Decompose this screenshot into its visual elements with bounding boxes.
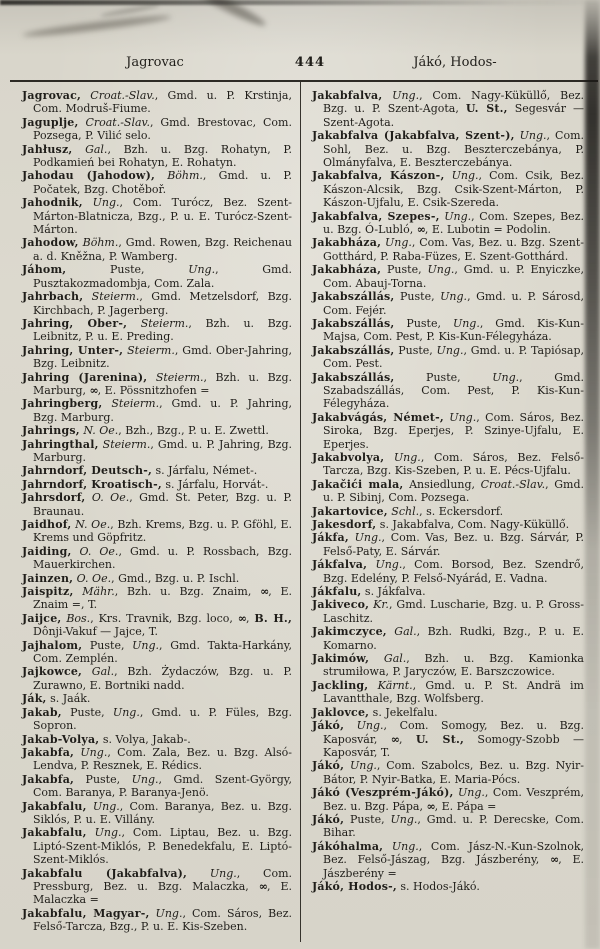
entry-name: Jahring (Jarenina), bbox=[22, 370, 148, 384]
entry-name: Jákfa, bbox=[312, 531, 349, 545]
region-tag: Croat.-Slav. bbox=[81, 89, 155, 102]
gazetteer-entry: Jahringthal, Steierm., Gmd. u. P. Jahring, Bzg. Marburg. bbox=[22, 437, 292, 464]
gazetteer-entry: Jaklovce, s. Jekelfalu. bbox=[312, 705, 438, 719]
entry-name: Jakiveco, bbox=[312, 598, 370, 612]
entry-name: U. St., bbox=[465, 102, 508, 116]
region-tag: Böhm. bbox=[78, 236, 119, 250]
entry-name: Jakabszállás, bbox=[312, 370, 395, 384]
region-tag: Steierm. bbox=[123, 343, 175, 357]
telegraph-icon: ∞ bbox=[89, 383, 98, 397]
region-tag: Ung. bbox=[149, 906, 183, 920]
region-tag: Ung. bbox=[439, 209, 472, 223]
header-right-keyword: Jákó, Hodos- bbox=[413, 55, 497, 70]
region-tag: O. Oe. bbox=[73, 571, 112, 585]
entry-name: Ják, bbox=[22, 692, 47, 706]
gazetteer-entry: Jakabfalva, Szepes-, Ung., Com. Szepes, Bez. u. Bzg. Ó-Lubló, ∞, E. Lubotin = Podolin. bbox=[312, 209, 584, 237]
region-tag: Ung. bbox=[132, 638, 160, 652]
gazetteer-entry: Jákfalva, Ung., Com. Borsod, Bez. Szendrő, Bzg. Edelény, P. Felső-Nyárád, E. Vadna. bbox=[312, 558, 585, 585]
entry-name: Jákó, Hodos-, bbox=[312, 879, 397, 893]
entry-name: B. H., bbox=[254, 611, 292, 625]
region-tag: Gal. bbox=[72, 142, 108, 156]
region-tag: Ung. bbox=[344, 719, 384, 733]
entry-name: Jainzen, bbox=[22, 571, 74, 585]
gazetteer-entry: Jakab, Puste, Ung., Gmd. u. P. Füles, Bzg. Sopron. bbox=[22, 705, 292, 733]
region-tag: Ung. bbox=[86, 799, 120, 813]
entry-name: Jákfalva, bbox=[312, 558, 368, 572]
region-tag: Ung. bbox=[382, 89, 420, 102]
entry-name: Jakabszállás, bbox=[312, 316, 395, 330]
region-tag: Ung. bbox=[452, 316, 480, 330]
entry-name: Jakabfalu, Magyar-, bbox=[22, 906, 150, 920]
gazetteer-entry: Jakabfalva, Ung., Com. Nagy-Küküllő, Bez. Bzg. u. P. Szent-Agota, U. St., Segesvár — Szent-Agota. bbox=[312, 89, 584, 129]
entry-name: Jákó, bbox=[312, 812, 345, 826]
entry-name: Jajkowce, bbox=[22, 665, 83, 679]
region-tag: Ung. bbox=[381, 236, 412, 250]
region-tag: Ung. bbox=[82, 196, 120, 210]
gazetteer-entry: Jackling, Kärnt., Gmd. u. P. St. Andrä im Lavantthale, Bzg. Wolfsberg. bbox=[312, 678, 584, 706]
entry-name: Jaklovce, bbox=[312, 705, 370, 719]
gazetteer-entry: Jakabfalu, Ung., Com. Liptau, Bez. u. Bzg. Liptó-Szent-Miklós, P. Benedekfalu, E. Liptó-Szent-Miklós. bbox=[22, 826, 292, 867]
gazetteer-entry: Jákó, Hodos-, s. Hodos-Jákó. bbox=[312, 879, 480, 893]
gazetteer-entry: Jakabszállás, Puste, Ung., Gmd. u. P. Tapiósap, Com. Pest. bbox=[312, 343, 584, 371]
gazetteer-entry: Jakab-Volya, s. Volya, Jakab-. bbox=[22, 732, 191, 746]
region-tag: O. Oe. bbox=[71, 544, 119, 558]
entry-name: Jakabfalva, bbox=[312, 89, 383, 102]
region-tag: Steierm. bbox=[127, 316, 189, 330]
region-tag: Ung. bbox=[443, 410, 477, 424]
entry-name: Jakesdorf, bbox=[312, 518, 377, 531]
gazetteer-entry: Jakabfalu, Ung., Com. Baranya, Bez. u. Bzg. Siklós, P. u. E. Villány. bbox=[22, 799, 293, 826]
gazetteer-entry: Jakačići mala, Ansiedlung, Croat.-Slav., Gmd. u. P. Sibinj, Com. Pozsega. bbox=[312, 477, 584, 505]
scan-edge-shadow-top bbox=[0, 0, 600, 5]
region-tag: Gal. bbox=[82, 665, 115, 679]
left-column bbox=[0, 82, 300, 942]
entry-name: Jakabháza, bbox=[312, 236, 382, 250]
entry-name: Jackling, bbox=[312, 678, 369, 692]
gazetteer-entry: Jakimów, Gal., Bzh. u. Bzg. Kamionka strumiłowa, P. Jaryczów, E. Barszczowice. bbox=[312, 652, 584, 679]
region-tag: Schl. bbox=[387, 504, 420, 518]
entry-name: Jakabvágás, Német-, bbox=[312, 410, 444, 424]
entry-name: Jahringberg, bbox=[22, 397, 103, 411]
gazetteer-entry: Jakartovice, Schl., s. Eckersdorf. bbox=[312, 504, 504, 518]
gazetteer-entry: Jákó, Ung., Com. Somogy, Bez. u. Bzg. Kaposvár, ∞, U. St., Somogy-Szobb — Kaposvár, T. bbox=[312, 719, 584, 759]
gazetteer-entry: Jainzen, O. Oe., Gmd., Bzg. u. P. Ischl. bbox=[22, 571, 240, 585]
entry-name: Jakartovice, bbox=[312, 504, 388, 518]
gazetteer-entry: Jajkowce, Gal., Bzh. Żydaczów, Bzg. u. P. Zurawno, E. Bortniki nadd. bbox=[22, 665, 292, 692]
region-tag: Ung. bbox=[440, 290, 468, 304]
gazetteer-entry: Jakabvágás, Német-, Ung., Com. Sáros, Bez. Siroka, Bzg. Eperjes, P. Szinye-Ujfalu, E. Eperjes. bbox=[312, 410, 584, 451]
gazetteer-entry: Jahrndorf, Deutsch-, s. Járfalu, Német-. bbox=[22, 464, 258, 478]
gazetteer-entry: Jakimczyce, Gal., Bzh. Rudki, Bzg., P. u. E. Komarno. bbox=[312, 625, 584, 652]
entry-name: Jakabfalva (Jakabfalva, Szent-), bbox=[312, 129, 515, 143]
region-tag: Ung. bbox=[348, 531, 382, 545]
region-tag: Ung. bbox=[427, 263, 455, 277]
gazetteer-entry: Jakiveco, Kr., Gmd. Luscharie, Bzg. u. P. Gross-Laschitz. bbox=[312, 598, 584, 625]
entry-name: Jaijce, bbox=[22, 611, 62, 625]
region-tag: Steierm. bbox=[147, 370, 204, 384]
telegraph-icon: ∞ bbox=[416, 223, 425, 237]
running-head bbox=[10, 0, 590, 77]
gazetteer-entry: Jaguplje, Croat.-Slav., Gmd. Brestovac, Com. Pozsega, P. Vilić selo. bbox=[22, 115, 292, 143]
region-tag: Ung. bbox=[444, 169, 479, 183]
region-tag: Ung. bbox=[188, 263, 216, 277]
entry-name: Jahrndorf, Kroatisch-, bbox=[22, 477, 162, 491]
region-tag: Gal. bbox=[369, 652, 407, 666]
gazetteer-entry: Jakabháza, Ung., Com. Vas, Bez. u. Bzg. Szent-Gotthárd, P. Raba-Füzes, E. Szent-Gotthárd. bbox=[312, 236, 584, 263]
gazetteer-entry: Jahłusz, Gal., Bzh. u. Bzg. Rohatyn, P. Podkamień bei Rohatyn, E. Rohatyn. bbox=[22, 142, 292, 170]
entry-name: Jakabszállás, bbox=[312, 343, 395, 357]
region-tag: Ung. bbox=[367, 558, 403, 572]
gazetteer-entry: Jahrsdorf, O. Oe., Gmd. St. Peter, Bzg. u. P. Braunau. bbox=[22, 491, 293, 518]
gazetteer-entry: Jakabfa, Puste, Ung., Gmd. Szent-György, Com. Baranya, P. Baranya-Jenö. bbox=[22, 772, 292, 800]
region-tag: Ung. bbox=[514, 129, 547, 143]
entry-name: Jákó, bbox=[312, 719, 345, 733]
right-column bbox=[300, 82, 600, 942]
entry-name: Jahrbach, bbox=[22, 290, 84, 304]
entry-name: Jaiding, bbox=[22, 544, 72, 558]
region-tag: Ung. bbox=[131, 772, 159, 786]
gazetteer-entry: Jakabvolya, Ung., Com. Sáros, Bez. Felső-Tarcza, Bzg. Kis-Szeben, P. u. E. Pécs-Ujfalu. bbox=[312, 450, 585, 478]
entry-name: Jakabfalu, bbox=[22, 826, 87, 840]
entry-name: Jaidhof, bbox=[22, 518, 72, 531]
entry-name: Jahrings, bbox=[22, 424, 80, 438]
gazetteer-entry: Jakabfalu, Magyar-, Ung., Com. Sáros, Bez. Felső-Tarcza, Bzg., P. u. E. Kis-Szeben. bbox=[22, 906, 292, 934]
gazetteer-entry: Jahodnik, Ung., Com. Turócz, Bez. Szent-Márton-Blatnicza, Bzg., P. u. E. Turócz-Szent-Márton. bbox=[22, 196, 293, 237]
entry-name: Jakab, bbox=[22, 705, 62, 719]
entry-name: Jakabvolya, bbox=[312, 450, 385, 464]
region-tag: N. Oe. bbox=[71, 518, 111, 531]
gazetteer-entry: Jakabháza, Puste, Ung., Gmd. u. P. Enyiczke, Com. Abauj-Torna. bbox=[312, 263, 584, 290]
entry-name: Jákó (Veszprém-Jákó), bbox=[312, 786, 454, 800]
region-tag: Ung. bbox=[187, 866, 237, 880]
gazetteer-entry: Jakabszállás, Puste, Ung., Gmd. u. P. Sárosd, Com. Fejér. bbox=[312, 290, 584, 317]
region-tag: Ung. bbox=[390, 812, 418, 826]
region-tag: Croat.-Slav. bbox=[78, 115, 150, 129]
gazetteer-entry: Jahring, Unter-, Steierm., Gmd. Ober-Jahring, Bzg. Leibnitz. bbox=[22, 343, 292, 371]
gazetteer-entry: Jákóhalma, Ung., Com. Jász-N.-Kun-Szolnok, Bez. Felső-Jászag, Bzg. Jászberény, ∞, E. Jászberény = bbox=[312, 839, 585, 880]
region-tag: O. Oe. bbox=[85, 491, 130, 505]
text-columns bbox=[0, 82, 600, 942]
entry-name: Jakačići mala, bbox=[312, 477, 404, 491]
gazetteer-entry: Jahodau (Jahodow), Böhm., Gmd. u. P. Počatek, Bzg. Chotěboř. bbox=[22, 169, 292, 196]
region-tag: Ung. bbox=[74, 745, 108, 759]
gazetteer-entry: Jahring, Ober-, Steierm., Bzh. u. Bzg. Leibnitz, P. u. E. Preding. bbox=[22, 316, 292, 344]
entry-name: Jakabfalu (Jakabfalva), bbox=[22, 866, 188, 880]
entry-name: Jajhalom, bbox=[22, 638, 83, 652]
entry-name: Jakimów, bbox=[312, 652, 370, 666]
entry-name: Jahringthal, bbox=[22, 437, 99, 451]
gazetteer-entry: Jahring (Jarenina), Steierm., Bzh. u. Bzg. Marburg, ∞, E. Pössnitzhofen = bbox=[22, 370, 292, 397]
telegraph-icon: ∞ bbox=[258, 879, 267, 893]
entry-name: Jakabfalu, bbox=[22, 799, 87, 813]
region-tag: Bos. bbox=[61, 611, 91, 625]
telegraph-icon: ∞ bbox=[260, 585, 269, 599]
gazetteer-entry: Jaijce, Bos., Krs. Travnik, Bzg. loco, ∞, B. H., Dônji-Vakuf — Jajce, T. bbox=[22, 611, 292, 639]
gazetteer-entry: Jáhom, Puste, Ung., Gmd. Pusztakozmadombja, Com. Zala. bbox=[22, 263, 292, 290]
gazetteer-entry: Jakabfalva (Jakabfalva, Szent-), Ung., Com. Sohl, Bez. u. Bzg. Beszterczebánya, P. Olmányfalva, E. Beszterczebánya. bbox=[312, 129, 585, 170]
region-tag: Ung. bbox=[453, 786, 485, 800]
gazetteer-entry: Jahrndorf, Kroatisch-, s. Járfalu, Horvát-. bbox=[22, 477, 269, 491]
region-tag: Ung. bbox=[384, 450, 421, 464]
entry-name: Jahrndorf, Deutsch-, bbox=[22, 464, 152, 478]
entry-name: Jakabfa, bbox=[22, 772, 75, 786]
gazetteer-entry: Jajhalom, Puste, Ung., Gmd. Takta-Harkány, Com. Zemplén. bbox=[22, 638, 292, 666]
region-tag: Böhm. bbox=[155, 169, 203, 183]
region-tag: N. Oe. bbox=[79, 424, 119, 438]
entry-name: Jákó, bbox=[312, 759, 345, 773]
gazetteer-entry: Ják, s. Jaák. bbox=[22, 692, 91, 706]
region-tag: Kr. bbox=[369, 598, 389, 612]
gazetteer-entry: Jaiding, O. Oe., Gmd. u. P. Rossbach, Bzg. Mauerkirchen. bbox=[22, 544, 292, 572]
entry-name: Jaispitz, bbox=[22, 585, 74, 599]
gazetteer-entry: Jahodow, Böhm., Gmd. Rowen, Bzg. Reichenau a. d. Kněžna, P. Wamberg. bbox=[22, 236, 293, 263]
entry-name: Jahring, Unter-, bbox=[22, 343, 124, 357]
region-tag: Ung. bbox=[344, 759, 377, 773]
gazetteer-entry: Jákó, Ung., Com. Szabolcs, Bez. u. Bzg. Nyir-Bátor, P. Nyir-Batka, E. Maria-Pócs. bbox=[312, 759, 584, 786]
page-number: 444 bbox=[294, 55, 326, 70]
entry-name: Jakab-Volya, bbox=[22, 732, 100, 746]
entry-name: Jahrsdorf, bbox=[22, 491, 86, 505]
region-tag: Croat.-Slav. bbox=[480, 477, 546, 491]
telegraph-icon: ∞ bbox=[390, 732, 399, 746]
telegraph-icon: ∞ bbox=[237, 611, 246, 625]
entry-name: Jakabfalva, Kászon-, bbox=[312, 169, 445, 183]
gazetteer-entry: Jahringberg, Steierm., Gmd. u. P. Jahring, Bzg. Marburg. bbox=[22, 397, 292, 424]
entry-name: Jahodnik, bbox=[22, 196, 83, 210]
entry-name: Jakabfalva, Szepes-, bbox=[312, 209, 440, 223]
entry-name: Jagrovac, bbox=[22, 89, 82, 102]
region-tag: Ung. bbox=[86, 826, 122, 840]
gazetteer-entry: Jagrovac, Croat.-Slav., Gmd. u. P. Krstinja, Com. Modruš-Fiume. bbox=[22, 89, 292, 116]
entry-name: Jahodow, bbox=[22, 236, 79, 250]
entry-name: Jakabháza, bbox=[312, 263, 382, 277]
region-tag: Ung. bbox=[492, 370, 520, 384]
entry-name: Jakabfa, bbox=[22, 745, 75, 759]
gazetteer-entry: Jakabfalu (Jakabfalva), Ung., Com. Pressburg, Bez. u. Bzg. Malaczka, ∞, E. Malaczka = bbox=[22, 866, 293, 907]
gazetteer-entry: Jahrbach, Steierm., Gmd. Metzelsdorf, Bzg. Kirchbach, P. Jagerberg. bbox=[22, 290, 292, 317]
gazetteer-entry: Jákó, Puste, Ung., Gmd. u. P. Derecske, Com. Bihar. bbox=[312, 812, 584, 840]
entry-name: Jakimczyce, bbox=[312, 625, 387, 639]
gazetteer-entry: Jaidhof, N. Oe., Bzh. Krems, Bzg. u. P. Gföhl, E. Krems und Göpfritz. bbox=[22, 518, 293, 545]
region-tag: Steierm. bbox=[98, 437, 151, 451]
entry-name: Jaguplje, bbox=[22, 115, 79, 129]
entry-name: U. St., bbox=[415, 732, 465, 746]
region-tag: Ung. bbox=[383, 839, 419, 853]
gazetteer-entry: Jákfa, Ung., Com. Vas, Bez. u. Bzg. Sárvár, P. Felső-Paty, E. Sárvár. bbox=[312, 531, 585, 558]
entry-name: Jákfalu, bbox=[312, 585, 362, 599]
region-tag: Steierm. bbox=[83, 290, 140, 304]
region-tag: Steierm. bbox=[102, 397, 160, 411]
entry-name: Jahłusz, bbox=[22, 142, 73, 156]
entry-name: Jakabszállás, bbox=[312, 290, 395, 304]
gazetteer-entry: Jákó (Veszprém-Jákó), Ung., Com. Veszprém, Bez. u. Bzg. Pápa, ∞, E. Pápa = bbox=[312, 786, 585, 813]
entry-name: Jákóhalma, bbox=[312, 839, 384, 853]
region-tag: Kärnt. bbox=[368, 678, 413, 692]
entry-name: Jahring, Ober-, bbox=[22, 316, 128, 330]
region-tag: Ung. bbox=[436, 343, 464, 357]
gazetteer-entry: Jakabfalva, Kászon-, Ung., Com. Csik, Bez. Kászon-Alcsik, Bzg. Csik-Szent-Márton, P. Kászon-Ujfalu, E. Csik-Szereda. bbox=[312, 169, 584, 210]
region-tag: Gal. bbox=[386, 625, 417, 639]
scan-edge-shadow-right bbox=[585, 0, 600, 949]
gazetteer-entry: Jakesdorf, s. Jakabfalva, Com. Nagy-Küküllő. bbox=[312, 518, 570, 531]
region-tag: Ung. bbox=[112, 705, 140, 719]
header-left-keyword: Jagrovac bbox=[126, 55, 184, 70]
gazetteer-entry: Jahrings, N. Oe., Bzh., Bzg., P. u. E. Zwettl. bbox=[22, 424, 269, 438]
telegraph-icon: ∞ bbox=[426, 799, 435, 813]
gazetteer-entry: Jákfalu, s. Jákfalva. bbox=[312, 585, 426, 599]
telegraph-icon: ∞ bbox=[550, 853, 559, 867]
gazetteer-entry: Jakabszállás, Puste, Ung., Gmd. Kis-Kun-Majsa, Com. Pest, P. Kis-Kun-Félegyháza. bbox=[312, 316, 584, 344]
gazetteer-entry: Jakabszállás, Puste, Ung., Gmd. Szabadszállás, Com. Pest, P. Kis-Kun-Félegyháza. bbox=[312, 370, 584, 411]
entry-name: Jahodau (Jahodow), bbox=[22, 169, 156, 183]
entry-name: Jáhom, bbox=[22, 263, 67, 277]
gazetteer-entry: Jaispitz, Mähr., Bzh. u. Bzg. Znaim, ∞, E. Znaim =, T. bbox=[22, 585, 292, 612]
gazetteer-entry: Jakabfa, Ung., Com. Zala, Bez. u. Bzg. Alsó-Lendva, P. Resznek, E. Rédics. bbox=[22, 745, 293, 773]
region-tag: Mähr. bbox=[73, 585, 115, 599]
